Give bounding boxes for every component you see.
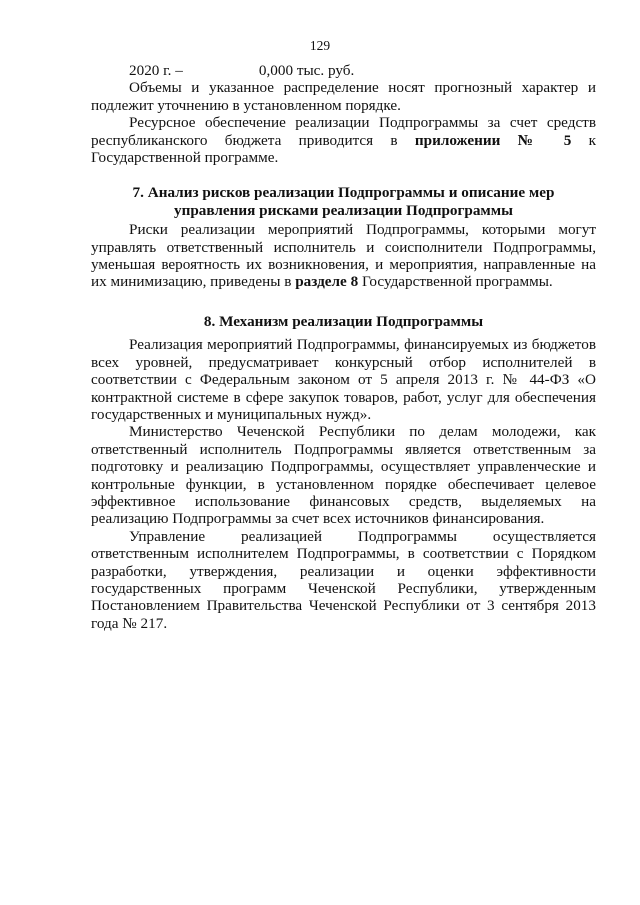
resources-appendix-ref: приложении № 5 xyxy=(414,131,572,149)
section-7-title-line-1: 7. Анализ рисков реализации Подпрограммы и описание мер xyxy=(132,184,555,202)
resources-text-after: к Государственной программе. xyxy=(91,131,596,167)
resources-text-before: Ресурсное обеспечение реализации Подпрограммы за счет средств республиканского бюджета приводится в xyxy=(91,114,596,149)
budget-line xyxy=(91,62,596,79)
section-7-title-line-2: управления рисками реализации Подпрограммы xyxy=(174,201,513,219)
paragraph-risks xyxy=(91,221,596,291)
paragraph-resources xyxy=(91,114,596,166)
paragraph-procurement: Реализация мероприятий Подпрограммы, финансируемых из бюджетов всех уровней, предусматривает конкурсный отбор исполнителей в соответствии с Федеральным законом от 5 апреля 2013 г. № 44-ФЗ «О контрактной системе в сфере закупок товаров, работ, услуг для обеспечения государственных и муниципальных нужд». xyxy=(91,336,596,423)
risks-text-after: Государственной программы. xyxy=(358,273,553,291)
paragraph-forecast: Объемы и указанное распределение носят прогнозный характер и подлежит уточнению в установленном порядке. xyxy=(91,79,596,114)
paragraph-ministry: Министерство Чеченской Республики по делам молодежи, как ответственный исполнитель Подпрограммы является ответственным за подготовку и реализацию Подпрограммы, осуществляет управленческие и контрольные функции, в установленном порядке обеспечивает целевое эффективное использование финансовых средств, выделяемых на реализацию Подпрограммы за счет всех источников финансирования. xyxy=(91,423,596,528)
risks-text-before: Риски реализации мероприятий Подпрограммы, которыми могут управлять ответственный исполнитель и соисполнители Подпрограммы, уменьшая вероятность их возникновения, и мероприятия, направленные на их минимизацию, приведены в xyxy=(91,221,596,291)
budget-year: 2020 г. – xyxy=(129,62,183,79)
section-8-title: 8. Механизм реализации Подпрограммы xyxy=(203,312,484,330)
page-number: 129 xyxy=(309,38,331,53)
paragraph-management: Управление реализацией Подпрограммы осуществляется ответственным исполнителем Подпрограммы, в соответствии с Порядком разработки, утверждения, реализации и оценки эффективности государственных программ Чеченской Республики, утвержденным Постановлением Правительства Чеченской Республики от 3 сентября 2013 года № 217. xyxy=(91,527,596,632)
risks-section-ref: разделе 8 xyxy=(295,273,359,291)
page-content xyxy=(91,62,596,632)
budget-amount: 0,000 тыс. руб. xyxy=(258,62,355,79)
